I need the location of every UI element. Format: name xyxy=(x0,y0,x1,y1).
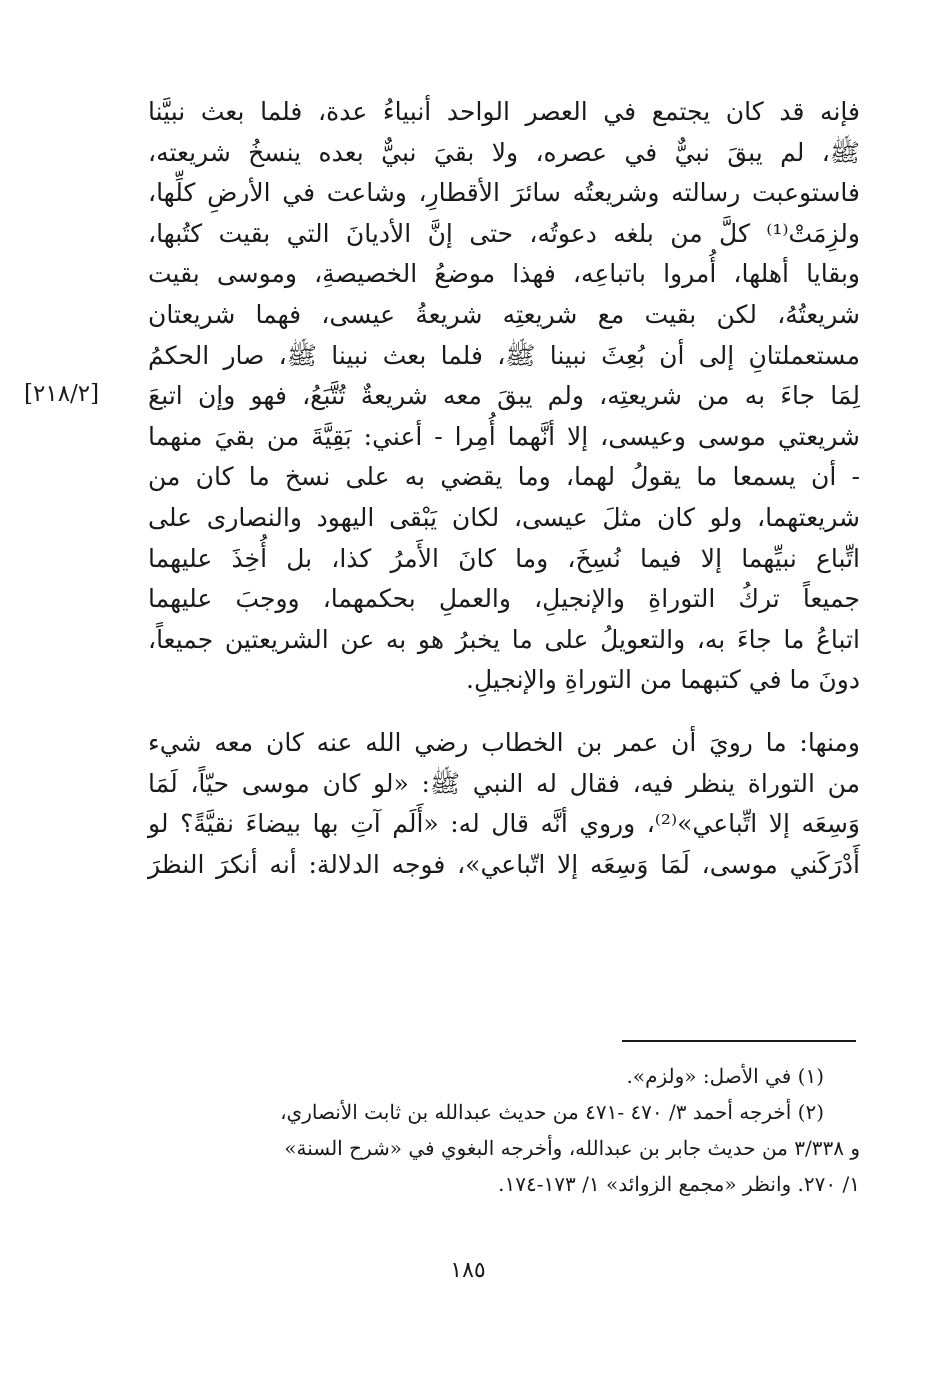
text-line: ولزِمَتْ⁽¹⁾ كلَّ من بلغه دعوتُه، حتى إنَّ الأديانَ التي بقيت كتُبها، xyxy=(148,218,860,248)
text-line: - أن يسمعا ما يقولُ لهما، وما يقضي به على نسخ ما كان من xyxy=(148,462,860,492)
text-line: اتباعُ ما جاءَ به، والتعويلُ على ما يخبرُ هو به عن الشريعتين جميعاً، xyxy=(148,624,860,654)
text-line: اتِّباع نبيِّهما إلا فيما نُسِخَ، وما كانَ الأَمرُ كذا، بل أُخِذَ عليهما xyxy=(148,543,860,573)
text-line: شريعتي موسى وعيسى، إلا أنَّهما أُمِرا - أعني: بَقِيَّةَ من بقيَ منهما xyxy=(148,421,860,451)
text-line: من التوراة ينظر فيه، فقال له النبي ﷺ: «لو كان موسى حيّاً، لَمَا xyxy=(148,768,860,798)
text-line: فإنه قد كان يجتمع في العصر الواحد أنبياءُ عدة، فلما بعث نبيَّنا xyxy=(148,97,860,126)
footnote-1: (١) في الأصل: «ولزم». xyxy=(626,1064,824,1088)
footnote-2-line-1: (٢) أخرجه أحمد ٣/ ٤٧٠ -٤٧١ من حديث عبدالله بن ثابت الأنصاري، xyxy=(280,1100,824,1124)
footnote-2-line-2: و ٣/٣٣٨ من حديث جابر بن عبدالله، وأخرجه البغوي في «شرح السنة» xyxy=(284,1136,860,1160)
footnote-2-line-3: ١/ ٢٧٠. وانظر «مجمع الزوائد» ١/ ١٧٣-١٧٤. xyxy=(498,1172,860,1196)
margin-reference: [٢١٨/٢] xyxy=(24,381,100,407)
footnote-divider xyxy=(622,1040,856,1042)
page-number: ١٨٥ xyxy=(450,1258,486,1283)
text-line: جميعاً تركُ التوراةِ والإنجيلِ، والعملِ بحكمهما، ووجبَ عليهما xyxy=(148,584,860,614)
paragraph-gap xyxy=(148,701,860,723)
text-line: مستعملتانِ إلى أن بُعِثَ نبينا ﷺ، فلما بعث نبينا ﷺ، صار الحكمُ xyxy=(148,340,860,370)
footnotes xyxy=(148,1058,860,1202)
text-line: فاستوعبت رسالته وشريعتُه سائرَ الأقطارِ، وشاعت في الأرضِ كلِّها، xyxy=(148,178,860,208)
text-line: شريعتهما، ولو كان مثلَ عيسى، لكان يَبْقى اليهود والنصارى على xyxy=(148,502,860,532)
main-text-block xyxy=(148,92,860,885)
text-line: وبقايا أهلها، أُمروا باتباعِه، فهذا موضعُ الخصيصةِ، وموسى بقيت xyxy=(148,259,860,289)
text-line: أَدْرَكَني موسى، لَمَا وَسِعَه إلا اتّباعي»، فوجه الدلالة: أنه أنكرَ النظرَ xyxy=(148,849,860,879)
text-line: وَسِعَه إلا اتِّباعي»⁽²⁾، وروي أنَّه قال له: «أَلَم آتِ بها بيضاءَ نقيَّةً؟ لو xyxy=(148,809,860,839)
text-line: دونَ ما في كتبهما من التوراةِ والإنجيلِ. xyxy=(466,665,860,695)
text-line: لِمَا جاءَ به من شريعتِه، ولم يبقَ معه شريعةٌ تُتَّبَعُ، فهو وإن اتبعَ xyxy=(148,381,860,411)
text-line: ومنها: ما رويَ أن عمر بن الخطاب رضي الله عنه كان معه شيء xyxy=(148,727,860,757)
text-line: ﷺ، لم يبقَ نبيٌّ في عصره، ولا بقيَ نبيٌّ بعده ينسخُ شريعته، xyxy=(148,137,860,167)
text-line: شريعتُهُ، لكن بقيت مع شريعتِه شريعةُ عيسى، فهما شريعتان xyxy=(148,299,860,329)
